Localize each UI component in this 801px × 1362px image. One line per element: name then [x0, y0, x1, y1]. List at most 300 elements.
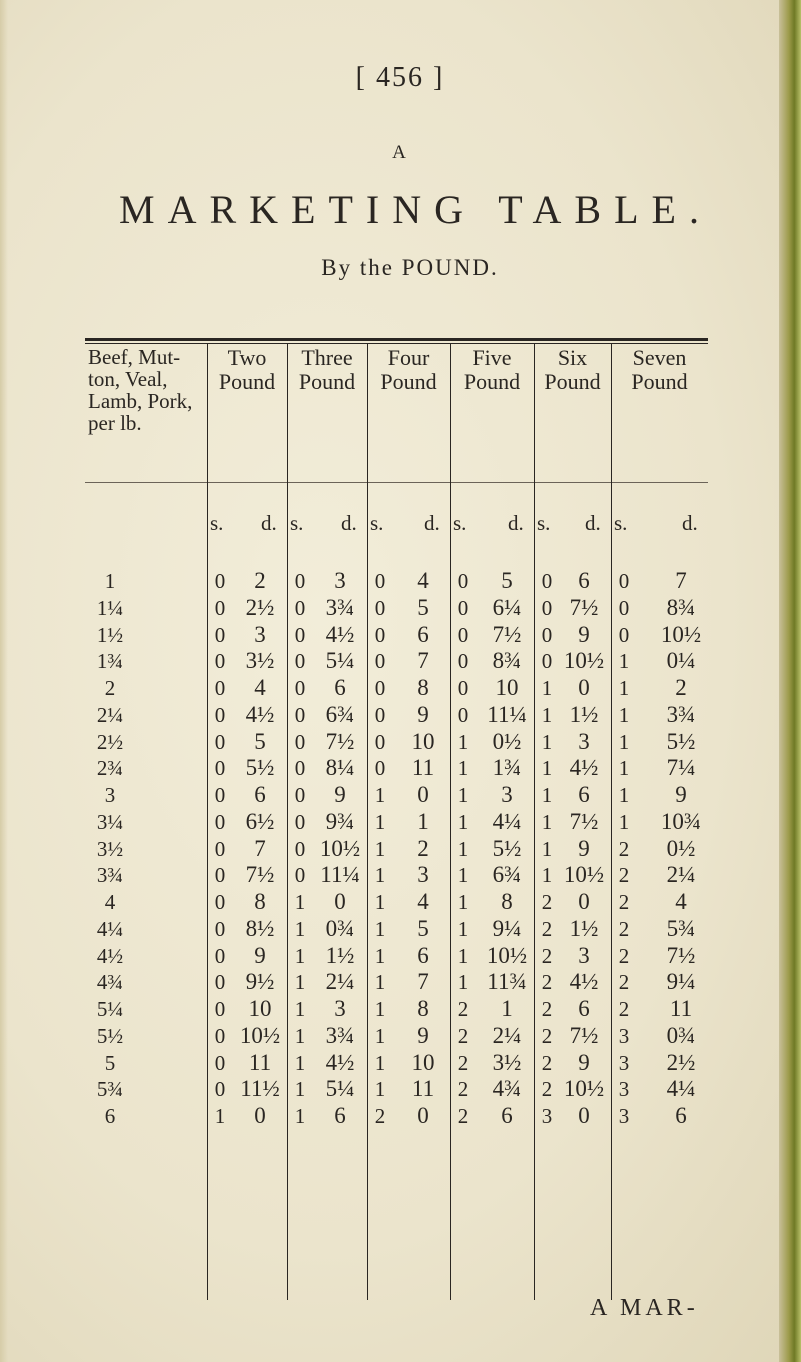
- column-header-line: Pound: [298, 369, 356, 394]
- shillings-cell: 0: [457, 676, 469, 700]
- table-row: [0, 1023, 801, 1050]
- subheading: A: [392, 142, 408, 163]
- pence-cell: 11: [248, 1049, 272, 1075]
- weight-cell: 1¾: [96, 649, 124, 674]
- shillings-cell: 1: [618, 702, 630, 727]
- pence-cell: 0: [417, 1103, 429, 1128]
- pence-cell: 7½: [569, 594, 599, 620]
- pence-cell: 0¼: [666, 648, 696, 674]
- pence-cell: 6: [334, 1103, 346, 1128]
- pence-cell: 7¼: [666, 755, 696, 781]
- shillings-cell: 1: [374, 1050, 386, 1075]
- shillings-cell: 1: [374, 1023, 386, 1048]
- pence-cell: 10¾: [660, 808, 702, 834]
- shillings-cell: 2: [541, 890, 553, 914]
- pence-cell: 5: [417, 915, 429, 941]
- pence-cell: 4½: [325, 621, 355, 647]
- pence-cell: 7½: [245, 862, 275, 888]
- pence-cell: 0: [578, 1103, 590, 1128]
- pence-cell: 11¼: [320, 862, 360, 888]
- shillings-cell: 1: [541, 836, 553, 861]
- table-row: [0, 675, 801, 702]
- shillings-cell: 0: [457, 649, 469, 674]
- shillings-cell: 0: [618, 595, 630, 620]
- pence-cell: 11½: [240, 1076, 280, 1102]
- pence-cell: 10: [411, 728, 435, 754]
- table-row: [0, 568, 801, 595]
- column-header-line: Pound: [218, 369, 276, 394]
- column-header-line: Pound: [380, 369, 437, 394]
- pence-cell: 6: [254, 782, 266, 807]
- weight-cell: 1½: [96, 622, 124, 647]
- pence-cell: 2¼: [325, 969, 355, 995]
- pence-cell: 2: [417, 835, 429, 861]
- shillings-cell: 0: [457, 702, 469, 727]
- pence-cell: 6½: [245, 808, 275, 834]
- shillings-cell: 0: [457, 595, 469, 620]
- column-header: [367, 346, 450, 394]
- pence-cell: 2¼: [492, 1022, 522, 1048]
- shillings-cell: 1: [618, 649, 630, 674]
- pence-cell: 6: [417, 942, 429, 968]
- pence-cell: 3¾: [325, 594, 355, 620]
- pence-cell: 10: [248, 996, 272, 1021]
- header-bottom-rule: [85, 482, 708, 483]
- shillings-cell: 0: [214, 890, 226, 914]
- shillings-cell: 0: [541, 569, 553, 593]
- pence-cell: 6: [417, 621, 429, 647]
- shillings-cell: 1: [214, 1104, 226, 1128]
- pence-cell: 8¾: [666, 594, 696, 620]
- first-column-header-line: Lamb, Pork,: [88, 389, 193, 413]
- pence-cell: 9: [254, 942, 266, 968]
- shillings-cell: 2: [457, 1023, 469, 1048]
- shillings-cell: 1: [294, 943, 306, 968]
- table-row: [0, 622, 801, 649]
- pence-cell: 5¼: [325, 1076, 355, 1102]
- pence-cell: 1½: [569, 701, 599, 727]
- shillings-cell: 2: [541, 970, 553, 995]
- pence-cell: 4: [254, 675, 266, 700]
- pence-cell: 3½: [245, 648, 275, 674]
- weight-cell: 4¼: [96, 916, 124, 941]
- shillings-cell: 0: [214, 756, 226, 781]
- pence-cell: 8: [254, 889, 266, 914]
- table-row: [0, 889, 801, 916]
- table-row: [0, 729, 801, 756]
- page-title: MARKETING TABLE.: [119, 187, 712, 232]
- shillings-cell: 1: [541, 702, 553, 727]
- shillings-cell: 0: [294, 622, 306, 647]
- pence-cell: 10½: [563, 862, 605, 888]
- shillings-cell: 2: [618, 916, 630, 941]
- shillings-cell: 0: [294, 569, 306, 593]
- pence-cell: 2½: [245, 594, 275, 620]
- pence-cell: 5¼: [325, 648, 355, 674]
- shillings-cell: 0: [214, 649, 226, 674]
- pence-cell: 10½: [319, 835, 361, 861]
- shillings-cell: 0: [214, 702, 226, 727]
- weight-cell: 5: [104, 1050, 116, 1075]
- table-row: [0, 862, 801, 889]
- shillings-cell: 0: [214, 676, 226, 700]
- pence-cell: 6: [675, 1103, 687, 1128]
- shillings-cell: 1: [294, 916, 306, 941]
- pence-cell: 3: [334, 568, 346, 593]
- pence-cell: 10: [411, 1049, 435, 1075]
- shillings-cell: 1: [457, 970, 469, 995]
- pence-cell: 4½: [569, 969, 599, 995]
- shillings-cell: 1: [541, 756, 553, 781]
- weight-cell: 6: [104, 1104, 116, 1128]
- pence-cell: 3: [417, 862, 429, 888]
- pence-cell: 4: [675, 889, 687, 914]
- weight-cell: 4½: [96, 943, 124, 968]
- weight-cell: 3½: [96, 836, 124, 861]
- shillings-cell: 1: [294, 997, 306, 1021]
- shillings-cell: 0: [214, 809, 226, 834]
- pence-cell: 8¾: [492, 648, 522, 674]
- column-header-line: Three: [301, 345, 353, 370]
- pence-cell: 0½: [666, 835, 696, 861]
- shillings-cell: 1: [457, 809, 469, 834]
- pence-cell: 6: [578, 568, 590, 593]
- pence-cell: 9: [578, 621, 590, 647]
- pence-cell: 3½: [492, 1049, 522, 1075]
- table-top-rule: [85, 338, 708, 341]
- pence-cell: 7: [675, 568, 687, 593]
- pence-cell: 9¼: [492, 915, 522, 941]
- shillings-cell: 0: [214, 1077, 226, 1102]
- shillings-cell: 0: [294, 595, 306, 620]
- shillings-cell: 2: [541, 997, 553, 1021]
- shillings-cell: 1: [457, 836, 469, 861]
- shillings-cell: 0: [374, 676, 386, 700]
- table-row: [0, 916, 801, 943]
- shillings-cell: 3: [618, 1023, 630, 1048]
- table-row: [0, 943, 801, 970]
- pence-cell: 10½: [660, 621, 702, 647]
- weight-cell: 1¼: [96, 595, 124, 620]
- pence-cell: 1¾: [492, 755, 522, 781]
- pence-cell: 6¾: [325, 701, 355, 727]
- pence-cell: 5: [501, 568, 513, 593]
- pence-cell: 5½: [245, 755, 275, 781]
- pence-cell: 0: [334, 889, 346, 914]
- shillings-cell: 1: [457, 916, 469, 941]
- pence-cell: 5½: [666, 728, 696, 754]
- shillings-cell: 0: [294, 863, 306, 888]
- first-column-header-line: per lb.: [88, 411, 142, 435]
- column-header-line: Two: [227, 345, 267, 370]
- shillings-unit-header: s.: [453, 511, 467, 535]
- table-row: [0, 648, 801, 675]
- table-row: [0, 1103, 801, 1130]
- table-row: [0, 809, 801, 836]
- weight-cell: 4: [104, 890, 116, 914]
- pence-cell: 8: [417, 996, 429, 1021]
- shillings-unit-header: s.: [210, 511, 224, 535]
- shillings-cell: 0: [214, 569, 226, 593]
- shillings-cell: 0: [374, 729, 386, 754]
- shillings-cell: 1: [457, 890, 469, 914]
- shillings-cell: 0: [374, 622, 386, 647]
- shillings-cell: 1: [618, 676, 630, 700]
- pence-cell: 9½: [245, 969, 275, 995]
- pence-cell: 11¾: [487, 969, 527, 995]
- shillings-cell: 0: [541, 595, 553, 620]
- pence-unit-header: d.: [585, 511, 601, 535]
- table-row: [0, 1076, 801, 1103]
- pence-cell: 0¾: [325, 915, 355, 941]
- shillings-cell: 1: [618, 809, 630, 834]
- shillings-cell: 1: [374, 943, 386, 968]
- pence-cell: 3¾: [666, 701, 696, 727]
- pence-cell: 4¼: [492, 808, 522, 834]
- table-row: [0, 782, 801, 809]
- pence-cell: 7½: [569, 808, 599, 834]
- shillings-cell: 0: [214, 783, 226, 807]
- pence-unit-header: d.: [261, 511, 277, 535]
- pence-cell: 7½: [666, 942, 696, 968]
- pence-cell: 9: [417, 701, 429, 727]
- pence-cell: 5: [254, 728, 266, 754]
- weight-cell: 3: [104, 783, 116, 807]
- pence-cell: 3: [501, 782, 513, 807]
- shillings-cell: 2: [541, 1050, 553, 1075]
- shillings-cell: 0: [541, 622, 553, 647]
- pence-cell: 4: [417, 568, 429, 593]
- pence-cell: 8½: [245, 915, 275, 941]
- pence-cell: 7½: [569, 1022, 599, 1048]
- weight-cell: 3¾: [96, 863, 124, 888]
- shillings-cell: 0: [214, 1023, 226, 1048]
- pence-cell: 7½: [492, 621, 522, 647]
- shillings-unit-header: s.: [290, 511, 304, 535]
- shillings-cell: 2: [541, 916, 553, 941]
- shillings-cell: 0: [294, 702, 306, 727]
- shillings-cell: 2: [457, 1104, 469, 1128]
- pence-cell: 3: [578, 942, 590, 968]
- table-row: [0, 755, 801, 782]
- first-column-header: [88, 346, 208, 434]
- table-row: [0, 595, 801, 622]
- pence-cell: 10½: [563, 1076, 605, 1102]
- shillings-cell: 1: [457, 729, 469, 754]
- shillings-unit-header: s.: [537, 511, 551, 535]
- pence-cell: 1: [417, 808, 429, 834]
- pence-cell: 0¾: [666, 1022, 696, 1048]
- shillings-cell: 0: [374, 649, 386, 674]
- pence-cell: 6: [578, 996, 590, 1021]
- pence-cell: 7½: [325, 728, 355, 754]
- shillings-cell: 3: [541, 1104, 553, 1128]
- weight-cell: 5½: [96, 1023, 124, 1048]
- weight-cell: 5¼: [96, 997, 124, 1021]
- shillings-cell: 0: [214, 970, 226, 995]
- shillings-cell: 2: [618, 836, 630, 861]
- shillings-cell: 2: [618, 863, 630, 888]
- pence-cell: 0½: [492, 728, 522, 754]
- pence-cell: 9: [334, 782, 346, 807]
- pence-cell: 7: [254, 835, 266, 861]
- shillings-cell: 0: [214, 622, 226, 647]
- shillings-cell: 1: [374, 809, 386, 834]
- first-column-header-line: Beef, Mut-: [88, 345, 181, 369]
- pence-cell: 2¼: [666, 862, 696, 888]
- pence-cell: 4½: [325, 1049, 355, 1075]
- pence-cell: 6: [501, 1103, 513, 1128]
- shillings-cell: 2: [618, 890, 630, 914]
- shillings-cell: 1: [294, 1077, 306, 1102]
- shillings-cell: 1: [374, 997, 386, 1021]
- shillings-cell: 2: [541, 1023, 553, 1048]
- shillings-cell: 2: [457, 1050, 469, 1075]
- shillings-cell: 0: [214, 1050, 226, 1075]
- shillings-cell: 1: [294, 1050, 306, 1075]
- shillings-cell: 2: [541, 943, 553, 968]
- pence-cell: 1½: [325, 942, 355, 968]
- shillings-cell: 0: [294, 676, 306, 700]
- pence-cell: 3: [578, 728, 590, 754]
- pence-cell: 6: [578, 782, 590, 807]
- shillings-cell: 1: [374, 1077, 386, 1102]
- column-header-line: Pound: [463, 369, 521, 394]
- pence-cell: 4½: [569, 755, 599, 781]
- shillings-cell: 0: [294, 756, 306, 781]
- pence-cell: 8: [417, 675, 429, 700]
- pence-cell: 9: [417, 1022, 429, 1048]
- table-row: [0, 1050, 801, 1077]
- pence-cell: 0: [417, 782, 429, 807]
- weight-cell: 2¼: [96, 702, 124, 727]
- pence-cell: 7: [417, 648, 429, 674]
- shillings-cell: 3: [618, 1050, 630, 1075]
- shillings-cell: 1: [294, 1104, 306, 1128]
- pence-cell: 5½: [492, 835, 522, 861]
- shillings-cell: 0: [541, 649, 553, 674]
- pence-cell: 11: [411, 755, 435, 781]
- shillings-cell: 1: [541, 783, 553, 807]
- pence-cell: 9¼: [666, 969, 696, 995]
- table-row: [0, 702, 801, 729]
- pence-cell: 1: [501, 996, 513, 1021]
- pence-cell: 1½: [569, 915, 599, 941]
- pence-cell: 3: [334, 996, 346, 1021]
- shillings-cell: 1: [541, 729, 553, 754]
- pence-cell: 3: [254, 621, 266, 647]
- shillings-cell: 1: [374, 970, 386, 995]
- pence-unit-header: d.: [424, 511, 440, 535]
- shillings-cell: 0: [618, 569, 630, 593]
- column-header-line: Pound: [631, 369, 688, 394]
- shillings-cell: 0: [214, 916, 226, 941]
- column-header: [287, 346, 367, 394]
- pence-cell: 10½: [239, 1022, 281, 1048]
- shillings-cell: 0: [214, 943, 226, 968]
- shillings-cell: 0: [294, 809, 306, 834]
- pence-cell: 5¾: [666, 915, 696, 941]
- pence-cell: 8: [501, 889, 513, 914]
- pence-cell: 7: [417, 969, 429, 995]
- shillings-cell: 1: [541, 809, 553, 834]
- shillings-cell: 0: [618, 622, 630, 647]
- shillings-cell: 1: [374, 836, 386, 861]
- shillings-cell: 1: [541, 863, 553, 888]
- shillings-cell: 1: [294, 890, 306, 914]
- shillings-unit-header: s.: [370, 511, 384, 535]
- pence-cell: 6: [334, 675, 346, 700]
- pence-cell: 8¼: [325, 755, 355, 781]
- pence-cell: 10½: [563, 648, 605, 674]
- pence-cell: 9: [675, 782, 687, 807]
- shillings-cell: 1: [457, 863, 469, 888]
- weight-cell: 4¾: [96, 970, 124, 995]
- shillings-cell: 1: [618, 729, 630, 754]
- shillings-cell: 1: [618, 783, 630, 807]
- shillings-cell: 0: [457, 622, 469, 647]
- pence-unit-header: d.: [341, 511, 357, 535]
- shillings-cell: 0: [374, 702, 386, 727]
- column-header: [207, 346, 287, 394]
- shillings-cell: 1: [294, 970, 306, 995]
- pence-cell: 2: [254, 568, 266, 593]
- pence-cell: 11¼: [487, 701, 527, 727]
- pence-cell: 0: [578, 889, 590, 914]
- shillings-cell: 2: [618, 970, 630, 995]
- shillings-cell: 1: [374, 783, 386, 807]
- shillings-cell: 0: [374, 756, 386, 781]
- table-row: [0, 996, 801, 1023]
- shillings-cell: 0: [294, 836, 306, 861]
- pence-cell: 9: [578, 1049, 590, 1075]
- pence-cell: 3¾: [325, 1022, 355, 1048]
- shillings-cell: 0: [214, 729, 226, 754]
- pence-cell: 2½: [666, 1049, 696, 1075]
- page-number: [ 456 ]: [355, 62, 445, 93]
- shillings-cell: 0: [214, 595, 226, 620]
- shillings-cell: 1: [374, 863, 386, 888]
- shillings-cell: 2: [374, 1104, 386, 1128]
- pence-cell: 6¾: [492, 862, 522, 888]
- column-header: [534, 346, 611, 394]
- column-header-line: Seven: [632, 345, 687, 370]
- shillings-cell: 3: [618, 1077, 630, 1102]
- pence-cell: 4½: [245, 701, 275, 727]
- column-header-line: Six: [557, 345, 588, 370]
- pence-unit-header: d.: [682, 511, 698, 535]
- shillings-cell: 0: [214, 863, 226, 888]
- pence-cell: 4¾: [492, 1076, 522, 1102]
- pence-cell: 9: [578, 835, 590, 861]
- table-row: [0, 836, 801, 863]
- shillings-cell: 1: [618, 756, 630, 781]
- pence-cell: 4: [417, 889, 429, 914]
- shillings-cell: 1: [541, 676, 553, 700]
- pence-cell: 0: [254, 1103, 266, 1128]
- column-header: [611, 346, 708, 394]
- byline: By the POUND.: [321, 255, 499, 280]
- shillings-cell: 0: [294, 649, 306, 674]
- shillings-cell: 1: [374, 916, 386, 941]
- shillings-cell: 1: [457, 783, 469, 807]
- column-header-line: Five: [472, 345, 512, 370]
- shillings-cell: 0: [457, 569, 469, 593]
- pence-cell: 10½: [486, 942, 528, 968]
- shillings-cell: 0: [374, 569, 386, 593]
- shillings-cell: 1: [457, 943, 469, 968]
- weight-cell: 2: [104, 676, 116, 700]
